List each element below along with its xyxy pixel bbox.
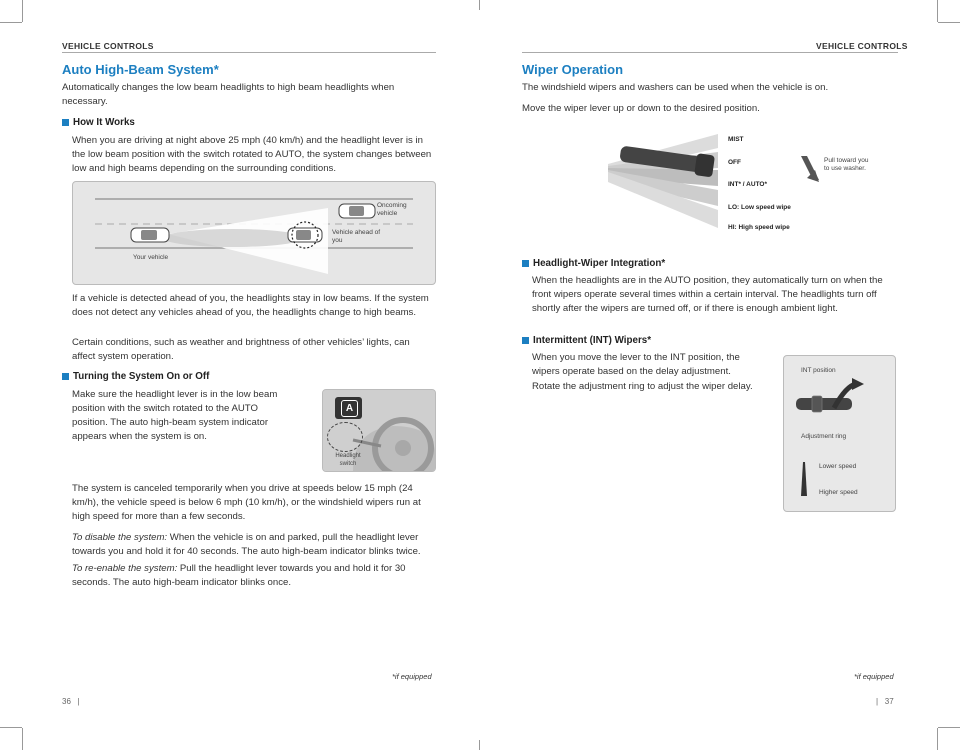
highlight-circle [327,422,363,452]
wiper-label-mist: MIST [728,136,744,143]
reenable-label: To re-enable the system: [72,563,178,574]
int-lever-illustration [794,378,884,428]
wiper-label-lo: LO: Low speed wipe [728,204,791,211]
disable-label: To disable the system: [72,532,168,543]
headlight-switch-photo [322,389,436,472]
oncoming-vehicle-icon [339,204,375,218]
cancel-paragraph: The system is canceled temporarily when you drive at speeds below 15 mph (24 km/h), the vehicle speed is below 6 mph (10 km/h), or the windshield wipers run at high speed for more than a few seconds. [72,483,421,522]
crop-mark [937,0,938,22]
left-section-title: Auto High-Beam System* [62,62,219,77]
crop-mark [0,727,22,728]
right-page-number-value: 37 [884,697,894,706]
turning-label: Turning the System On or Off [73,371,210,382]
crop-mark [0,22,22,23]
left-running-header: VEHICLE CONTROLS [62,41,154,51]
wiper-lever-diagram [600,126,730,238]
left-header-rule [62,52,436,53]
crop-mark [22,0,23,22]
hwi-text: When the headlights are in the AUTO position, they automatically turn on when the front wipers operate several times within a certain interval. The headlights turn off shortly after the wipers are turned off, or if there is enough ambient light. [532,275,883,314]
hwi-label: Headlight-Wiper Integration* [533,258,666,269]
right-header-rule [522,52,898,53]
your-vehicle-label: Your vehicle [133,254,169,261]
washer-label: Pull toward you to use washer. [824,157,869,172]
left-intro: Automatically changes the low beam headlights to high beam headlights when necessary. [62,82,395,107]
int-text-2: Rotate the adjustment ring to adjust the wiper delay. [532,381,753,392]
int-position-label: INT position [801,367,836,374]
wiper-label-int-auto: INT* / AUTO* [728,181,768,188]
how-it-works-label: How It Works [73,117,135,128]
crop-mark [938,727,960,728]
detection-paragraph: If a vehicle is detected ahead of you, the headlights stay in low beams. If the system does not detect any vehicles ahead of you, the headlights change to high beams. [72,293,429,318]
bullet-square-icon [522,260,529,267]
own-vehicle-icon [131,228,169,242]
conditions-paragraph: Certain conditions, such as weather and brightness of other vehicles’ lights, can affect system operation. [72,337,410,362]
bullet-square-icon [62,119,69,126]
speed-wedge-icon [798,462,810,498]
crop-mark [22,728,23,750]
washer-pull-arrow-icon [797,154,821,184]
int-label: Intermittent (INT) Wipers* [533,335,652,346]
headlight-switch-label: Headlight switch [335,453,361,467]
crop-mark [479,740,480,750]
auto-high-beam-indicator [335,397,362,419]
crop-mark [479,0,480,10]
bullet-square-icon [62,373,69,380]
int-heading [522,335,651,346]
right-page-number: | 37 [876,697,894,706]
auto-high-beam-indicator-icon: A [341,400,358,417]
crop-mark [938,22,960,23]
how-it-works-heading [62,117,135,128]
hwi-heading [522,258,665,269]
wiper-label-hi: HI: High speed wipe [728,224,790,231]
higher-speed-label: Higher speed [819,489,858,496]
int-ring-diagram [783,355,896,512]
adjustment-ring-label: Adjustment ring [801,433,847,440]
right-intro-2: Move the wiper lever up or down to the desired position. [522,103,760,114]
oncoming-vehicle-label: Oncoming vehicle [377,202,407,217]
right-footnote: *if equipped [854,672,894,681]
lower-speed-label: Lower speed [819,463,857,470]
vehicle-ahead-label: Vehicle ahead of you [332,229,381,244]
right-intro-1: The windshield wipers and washers can be used when the vehicle is on. [522,82,829,93]
wiper-label-off: OFF [728,159,741,166]
reenable-text: Pull the headlight lever towards you and hold it for 30 seconds. The auto high-beam indicator blinks once. [72,563,406,588]
turning-text: Make sure the headlight lever is in the low beam position with the switch rotated to the AUTO position. The auto high-beam system indicator appears when the system is on. [72,389,278,442]
right-running-header: VEHICLE CONTROLS [816,41,908,51]
high-beam-diagram [72,181,436,285]
left-page-number: 36 | [62,697,80,706]
how-it-works-text: When you are driving at night above 25 mph (40 km/h) and the headlight lever is in the low beam position with the switch rotated to AUTO, the system changes between low and high beams depending on the surrounding conditions. [72,135,432,174]
right-section-title: Wiper Operation [522,62,624,77]
reenable-paragraph [72,562,438,590]
wiper-lever-tip [694,153,715,177]
turning-heading [62,371,209,382]
bullet-square-icon [522,337,529,344]
left-page-number-value: 36 [62,697,71,706]
int-text-1: When you move the lever to the INT position, the wipers operate based on the delay adjustment. [532,352,740,377]
left-footnote: *if equipped [392,672,432,681]
crop-mark [937,728,938,750]
low-beam-spot [163,229,303,247]
disable-text: When the vehicle is on and parked, pull the headlight lever towards you and hold it for 40 seconds. The auto high-beam indicator blinks twice. [72,532,421,557]
disable-paragraph [72,531,438,559]
